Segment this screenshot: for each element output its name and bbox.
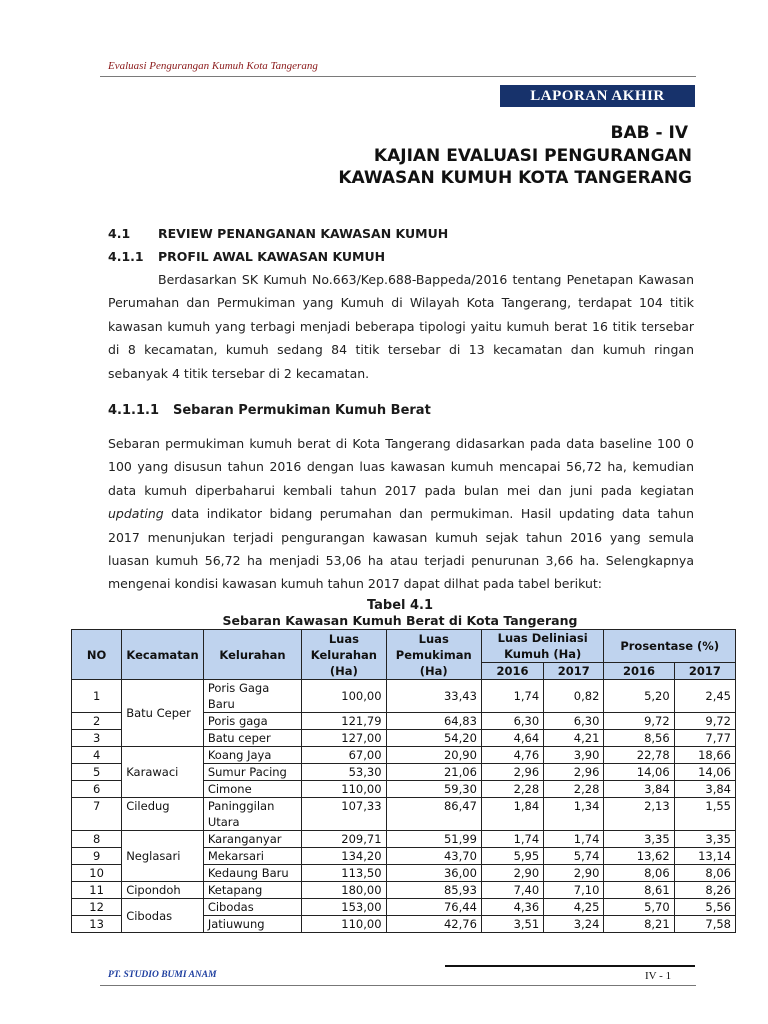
cell-luas-pemukiman: 76,44: [386, 899, 481, 916]
footer-bottom-rule: [100, 985, 696, 986]
section-number: 4.1.1: [108, 249, 144, 264]
table-header-row: [72, 630, 736, 663]
col-deliniasi-2016: 2016: [481, 663, 543, 680]
report-badge: LAPORAN AKHIR: [500, 85, 695, 107]
cell-prosentase-2017: 14,06: [674, 764, 735, 781]
cell-deliniasi-2017: 1,34: [544, 798, 604, 831]
header-text: Pemukiman: [395, 647, 472, 662]
cell-prosentase-2016: 2,13: [604, 798, 674, 831]
paragraph-line: [108, 502, 694, 525]
cell-no: 4: [72, 747, 122, 764]
cell-prosentase-2016: 14,06: [604, 764, 674, 781]
cell-prosentase-2016: 8,61: [604, 882, 674, 899]
chapter-title-line2: KAWASAN KUMUH KOTA TANGERANG: [338, 168, 692, 188]
cell-luas-kelurahan: 100,00: [302, 680, 386, 713]
cell-kelurahan: Karanganyar: [203, 831, 301, 848]
cell-luas-pemukiman: 86,47: [386, 798, 481, 831]
cell-deliniasi-2017: 6,30: [544, 713, 604, 730]
cell-deliniasi-2017: 4,21: [544, 730, 604, 747]
section-title: PROFIL AWAL KAWASAN KUMUH: [158, 249, 386, 264]
cell-prosentase-2016: 5,20: [604, 680, 674, 713]
cell-deliniasi-2017: 3,90: [544, 747, 604, 764]
section-4-1-1-heading: [0, 249, 768, 267]
paragraph-sk-kumuh: [108, 268, 694, 385]
cell-luas-kelurahan: 121,79: [302, 713, 386, 730]
header-text: Kelurahan: [310, 647, 377, 662]
cell-no: 1: [72, 680, 122, 713]
cell-luas-pemukiman: 54,20: [386, 730, 481, 747]
footer-rule: [445, 965, 695, 967]
cell-deliniasi-2016: 3,51: [481, 916, 543, 933]
cell-prosentase-2017: 13,14: [674, 848, 735, 865]
cell-prosentase-2017: 8,06: [674, 865, 735, 882]
paragraph-line: kawasan kumuh yang terbagi menjadi beberapa tipologi yaitu kumuh berat 16 titik tersebar: [108, 318, 694, 334]
cell-no: 3: [72, 730, 122, 747]
cell-kecamatan: Ciledug: [122, 798, 204, 831]
cell-luas-kelurahan: 110,00: [302, 916, 386, 933]
cell-prosentase-2016: 22,78: [604, 747, 674, 764]
paragraph-line: sebanyak 4 titik tersebar di 2 kecamatan.: [108, 365, 370, 381]
running-header-title: Evaluasi Pengurangan Kumuh Kota Tangerang: [108, 60, 318, 72]
table-row: [72, 899, 736, 916]
cell-deliniasi-2016: 2,90: [481, 865, 543, 882]
cell-luas-kelurahan: 107,33: [302, 798, 386, 831]
cell-no: 12: [72, 899, 122, 916]
cell-luas-pemukiman: 33,43: [386, 680, 481, 713]
header-text: (Ha): [329, 663, 358, 678]
cell-no: 7: [72, 798, 122, 831]
cell-luas-pemukiman: 21,06: [386, 764, 481, 781]
line-rest: data indikator bidang perumahan dan permukiman. Hasil updating data tahun: [163, 506, 694, 522]
cell-deliniasi-2017: 4,25: [544, 899, 604, 916]
cell-deliniasi-2016: 1,74: [481, 831, 543, 848]
cell-deliniasi-2017: 2,28: [544, 781, 604, 798]
cell-kelurahan: Poris gaga: [203, 713, 301, 730]
kelurahan-line: Paninggilan: [207, 799, 275, 813]
cell-prosentase-2016: 3,35: [604, 831, 674, 848]
cell-deliniasi-2017: 1,74: [544, 831, 604, 848]
cell-luas-kelurahan: 110,00: [302, 781, 386, 798]
paragraph-line: data kumuh diperbaharui kembali tahun 2017 pada bulan mei dan juni pada kegiatan: [108, 482, 694, 498]
table-row: [72, 831, 736, 848]
cell-kelurahan: Batu ceper: [203, 730, 301, 747]
cell-luas-pemukiman: 20,90: [386, 747, 481, 764]
cell-kecamatan: Cibodas: [122, 899, 204, 933]
cell-kecamatan: Karawaci: [122, 747, 204, 798]
paragraph-line: Berdasarkan SK Kumuh No.663/Kep.688-Bappeda/2016 tentang Penetapan Kawasan: [158, 272, 694, 287]
cell-luas-kelurahan: 53,30: [302, 764, 386, 781]
paragraph-line: Sebaran permukiman kumuh berat di Kota Tangerang didasarkan pada data baseline 100 0: [108, 436, 694, 451]
cell-luas-kelurahan: 180,00: [302, 882, 386, 899]
cell-deliniasi-2016: 4,76: [481, 747, 543, 764]
header-text: Luas: [328, 631, 359, 646]
cell-kelurahan: Poris Gaga Baru: [203, 680, 301, 713]
cell-luas-kelurahan: 127,00: [302, 730, 386, 747]
col-luas-pemukiman: [386, 630, 481, 680]
cell-deliniasi-2016: 2,96: [481, 764, 543, 781]
cell-deliniasi-2017: 2,96: [544, 764, 604, 781]
cell-luas-pemukiman: 36,00: [386, 865, 481, 882]
italic-term: updating: [108, 506, 164, 522]
cell-luas-pemukiman: 42,76: [386, 916, 481, 933]
cell-deliniasi-2016: 4,64: [481, 730, 543, 747]
cell-luas-kelurahan: 209,71: [302, 831, 386, 848]
cell-kelurahan: Cimone: [203, 781, 301, 798]
chapter-number: BAB - IV: [610, 123, 688, 143]
cell-luas-pemukiman: 59,30: [386, 781, 481, 798]
cell-prosentase-2017: 3,84: [674, 781, 735, 798]
paragraph-line: 100 yang disusun tahun 2016 dengan luas kawasan kumuh mencapai 56,72 ha, kemudian: [108, 459, 694, 475]
cell-no: 13: [72, 916, 122, 933]
cell-prosentase-2017: 2,45: [674, 680, 735, 713]
cell-deliniasi-2017: 2,90: [544, 865, 604, 882]
col-prosentase-2016: 2016: [604, 663, 674, 680]
paragraph-line: Perumahan dan Permukiman yang Kumuh di Wilayah Kota Tangerang, terdapat 104 titik: [108, 295, 694, 311]
cell-no: 6: [72, 781, 122, 798]
cell-kelurahan: Ketapang: [203, 882, 301, 899]
cell-luas-pemukiman: 43,70: [386, 848, 481, 865]
cell-kecamatan: Cipondoh: [122, 882, 204, 899]
cell-prosentase-2016: 8,06: [604, 865, 674, 882]
col-prosentase: Prosentase (%): [604, 630, 736, 663]
paragraph-sebaran: [108, 432, 694, 596]
col-kelurahan: Kelurahan: [203, 630, 301, 680]
section-4-1-1-1-heading: [0, 403, 768, 421]
kelurahan-line: Utara: [207, 815, 240, 829]
col-prosentase-2017: 2017: [674, 663, 735, 680]
cell-luas-kelurahan: 67,00: [302, 747, 386, 764]
cell-prosentase-2017: 7,58: [674, 916, 735, 933]
cell-prosentase-2017: 18,66: [674, 747, 735, 764]
cell-kelurahan: Mekarsari: [203, 848, 301, 865]
cell-deliniasi-2016: 1,74: [481, 680, 543, 713]
cell-deliniasi-2016: 1,84: [481, 798, 543, 831]
cell-prosentase-2016: 13,62: [604, 848, 674, 865]
col-kecamatan: Kecamatan: [122, 630, 204, 680]
col-luas-deliniasi: [481, 630, 603, 663]
section-number: 4.1.1.1: [108, 403, 159, 418]
section-4-1-heading: [0, 226, 768, 244]
header-text: Luas Deliniasi: [497, 631, 588, 645]
footer-page-number: IV - 1: [645, 970, 672, 982]
cell-prosentase-2016: 8,21: [604, 916, 674, 933]
cell-deliniasi-2016: 5,95: [481, 848, 543, 865]
footer-company: PT. STUDIO BUMI ANAM: [108, 970, 217, 980]
cell-kelurahan: [203, 798, 301, 831]
section-title: Sebaran Permukiman Kumuh Berat: [173, 403, 431, 418]
paragraph-line: mengenai kondisi kawasan kumuh tahun 2017 dapat dilhat pada tabel berikut:: [108, 576, 602, 592]
kumuh-berat-table: [71, 629, 736, 933]
table-row: [72, 882, 736, 899]
cell-deliniasi-2017: 5,74: [544, 848, 604, 865]
cell-kelurahan: Sumur Pacing: [203, 764, 301, 781]
cell-no: 11: [72, 882, 122, 899]
cell-kelurahan: Koang Jaya: [203, 747, 301, 764]
cell-deliniasi-2017: 0,82: [544, 680, 604, 713]
section-number: 4.1: [108, 226, 131, 241]
cell-deliniasi-2016: 4,36: [481, 899, 543, 916]
cell-prosentase-2017: 1,55: [674, 798, 735, 831]
cell-kecamatan: Neglasari: [122, 831, 204, 882]
cell-luas-pemukiman: 64,83: [386, 713, 481, 730]
header-text: Kumuh (Ha): [504, 647, 582, 661]
section-title: REVIEW PENANGANAN KAWASAN KUMUH: [158, 226, 449, 241]
cell-no: 9: [72, 848, 122, 865]
cell-deliniasi-2016: 7,40: [481, 882, 543, 899]
cell-deliniasi-2016: 6,30: [481, 713, 543, 730]
table-row: [72, 798, 736, 831]
cell-deliniasi-2017: 7,10: [544, 882, 604, 899]
table-row: [72, 680, 736, 713]
cell-prosentase-2017: 8,26: [674, 882, 735, 899]
cell-prosentase-2017: 9,72: [674, 713, 735, 730]
col-luas-kelurahan: [302, 630, 386, 680]
col-deliniasi-2017: 2017: [544, 663, 604, 680]
cell-luas-pemukiman: 85,93: [386, 882, 481, 899]
cell-luas-kelurahan: 134,20: [302, 848, 386, 865]
cell-no: 5: [72, 764, 122, 781]
cell-prosentase-2017: 5,56: [674, 899, 735, 916]
cell-kelurahan: Jatiuwung: [203, 916, 301, 933]
cell-prosentase-2016: 5,70: [604, 899, 674, 916]
cell-deliniasi-2017: 3,24: [544, 916, 604, 933]
header-text: (Ha): [419, 663, 448, 678]
table-subcaption: Sebaran Kawasan Kumuh Berat di Kota Tangerang: [222, 613, 578, 628]
cell-luas-kelurahan: 113,50: [302, 865, 386, 882]
paragraph-line: di 8 kecamatan, kumuh sedang 84 titik tersebar di 13 kecamatan dan kumuh ringan: [108, 342, 694, 358]
cell-luas-pemukiman: 51,99: [386, 831, 481, 848]
header-text: Luas: [418, 631, 449, 646]
cell-kelurahan: Cibodas: [203, 899, 301, 916]
cell-deliniasi-2016: 2,28: [481, 781, 543, 798]
cell-kelurahan: Kedaung Baru: [203, 865, 301, 882]
cell-prosentase-2016: 8,56: [604, 730, 674, 747]
col-no: NO: [72, 630, 122, 680]
table-caption: Tabel 4.1: [366, 598, 434, 613]
cell-prosentase-2016: 3,84: [604, 781, 674, 798]
paragraph-line: luasan kumuh 56,72 ha menjadi 53,06 ha atau terjadi penurunan 3,66 ha. Selengkapnya: [108, 553, 694, 569]
chapter-title-line1: KAJIAN EVALUASI PENGURANGAN: [373, 146, 692, 166]
cell-prosentase-2016: 9,72: [604, 713, 674, 730]
table-row: [72, 747, 736, 764]
cell-no: 2: [72, 713, 122, 730]
cell-prosentase-2017: 3,35: [674, 831, 735, 848]
cell-kecamatan: Batu Ceper: [122, 680, 204, 747]
cell-luas-kelurahan: 153,00: [302, 899, 386, 916]
paragraph-line: 2017 menunjukan terjadi pengurangan kawasan kumuh sejak tahun 2016 yang semula: [108, 529, 694, 545]
cell-no: 8: [72, 831, 122, 848]
cell-prosentase-2017: 7,77: [674, 730, 735, 747]
header-rule: [100, 76, 696, 77]
cell-no: 10: [72, 865, 122, 882]
